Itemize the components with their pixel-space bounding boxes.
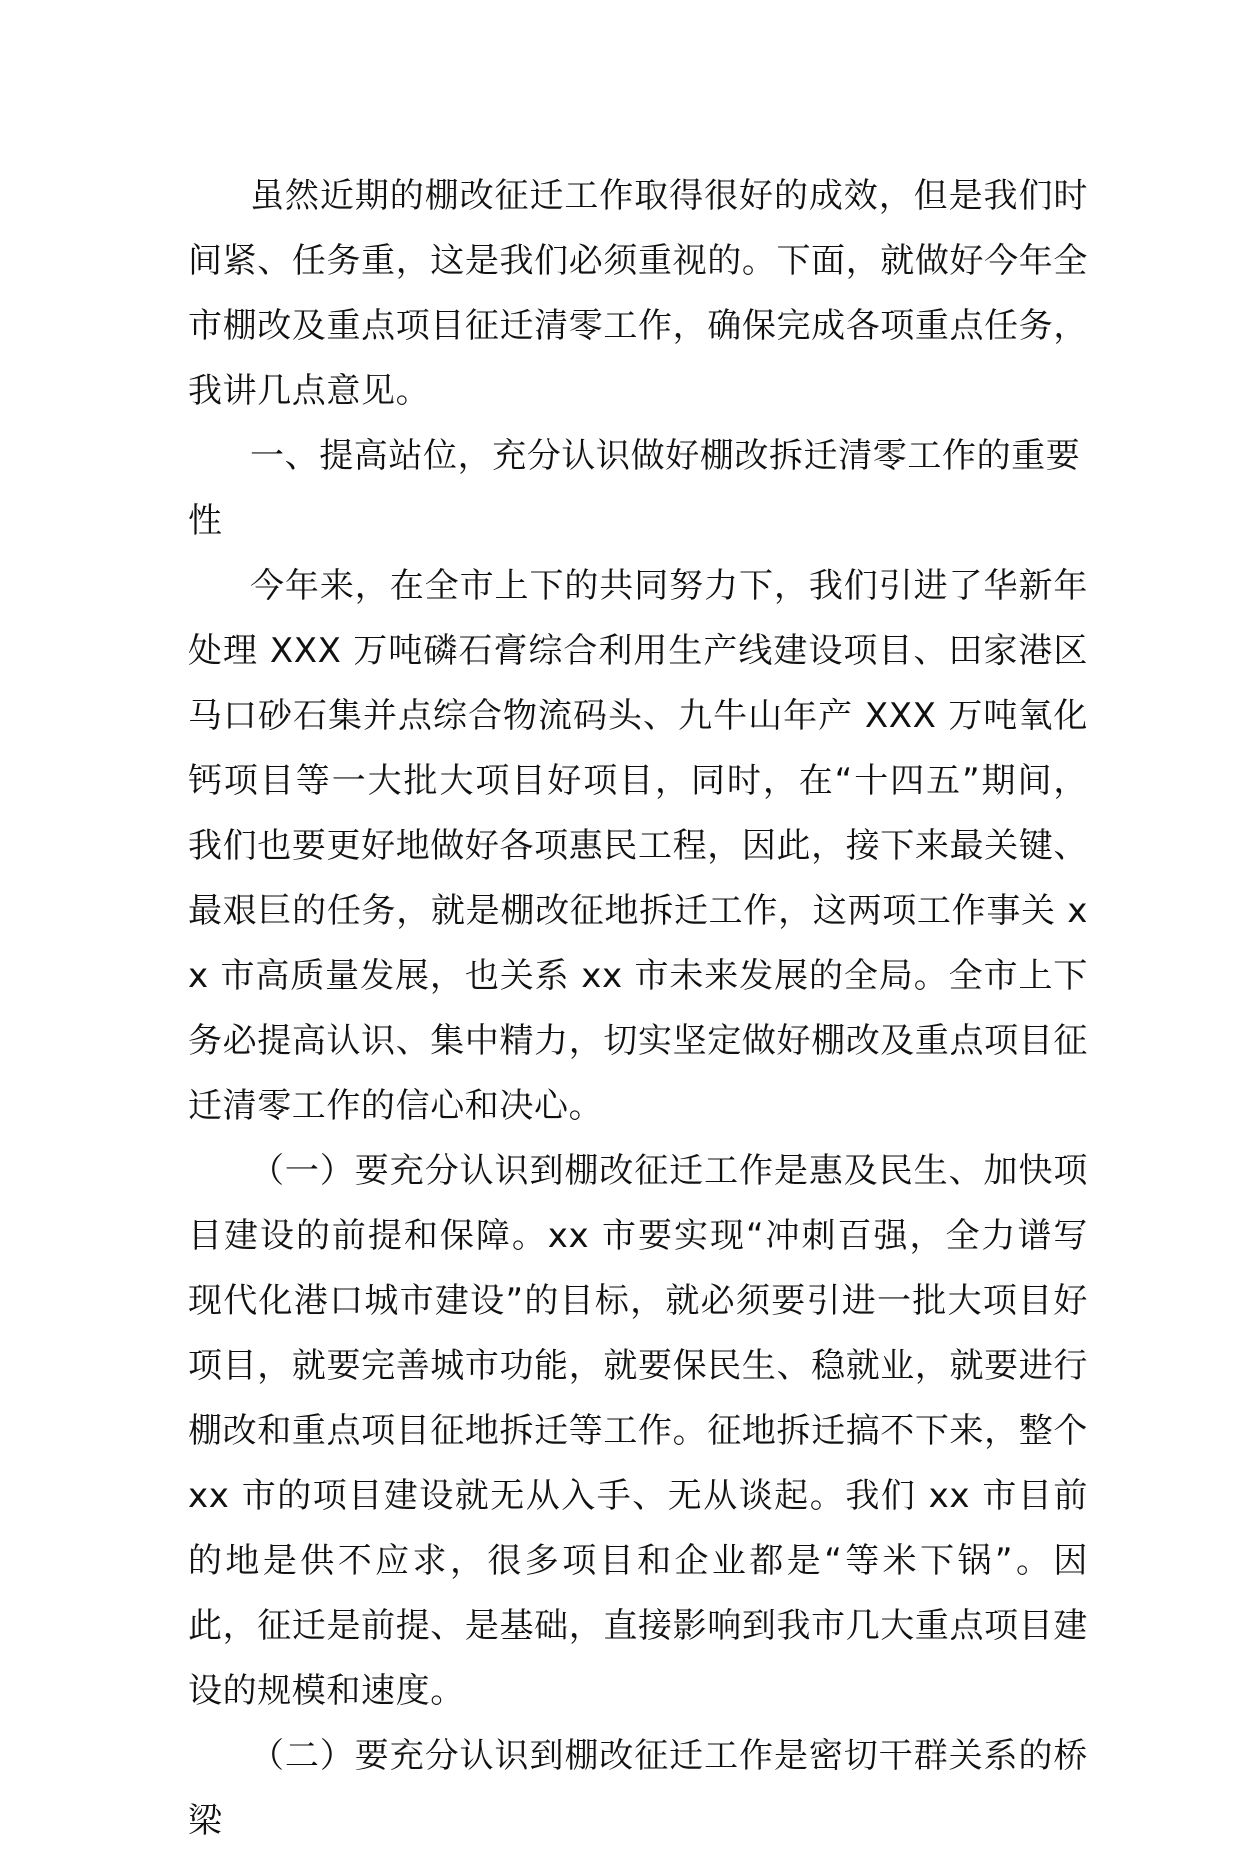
document-body	[188, 164, 1088, 1854]
subsection-2-paragraph: （二）要充分认识到棚改征迁工作是密切干群关系的桥梁	[188, 1736, 1088, 1841]
section-heading-1: 一、提高站位，充分认识做好棚改拆迁清零工作的重要性	[188, 436, 1081, 541]
section-1-paragraph: 今年来，在全市上下的共同努力下，我们引进了华新年处理 XXX 万吨磷石膏综合利用生产线建设项目、田家港区马口砂石集并点综合物流码头、九牛山年产 XXX 万吨氧化钙项目等一大批大项目好项目，同时，在“十四五”期间，我们也要更好地做好各项惠民工程，因此，接下来最关键、最艰巨的任务，就是棚改征地拆迁工作，这两项工作事关 xx 市高质量发展，也关系 xx 市未来发展的全局。全市上下务必提高认识、集中精力，切实坚定做好棚改及重点项目征迁清零工作的信心和决心。	[188, 566, 1088, 1126]
intro-paragraph: 虽然近期的棚改征迁工作取得很好的成效，但是我们时间紧、任务重，这是我们必须重视的。下面，就做好今年全市棚改及重点项目征迁清零工作，确保完成各项重点任务，我讲几点意见。	[188, 176, 1088, 411]
subsection-1-paragraph: （一）要充分认识到棚改征迁工作是惠及民生、加快项目建设的前提和保障。xx 市要实现“冲刺百强，全力谱写现代化港口城市建设”的目标，就必须要引进一批大项目好项目，就要完善城市功能，就要保民生、稳就业，就要进行棚改和重点项目征地拆迁等工作。征地拆迁搞不下来，整个 xx 市的项目建设就无从入手、无从谈起。我们 xx 市目前的地是供不应求，很多项目和企业都是“等米下锅”。因此，征迁是前提、是基础，直接影响到我市几大重点项目建设的规模和速度。	[188, 1151, 1088, 1711]
